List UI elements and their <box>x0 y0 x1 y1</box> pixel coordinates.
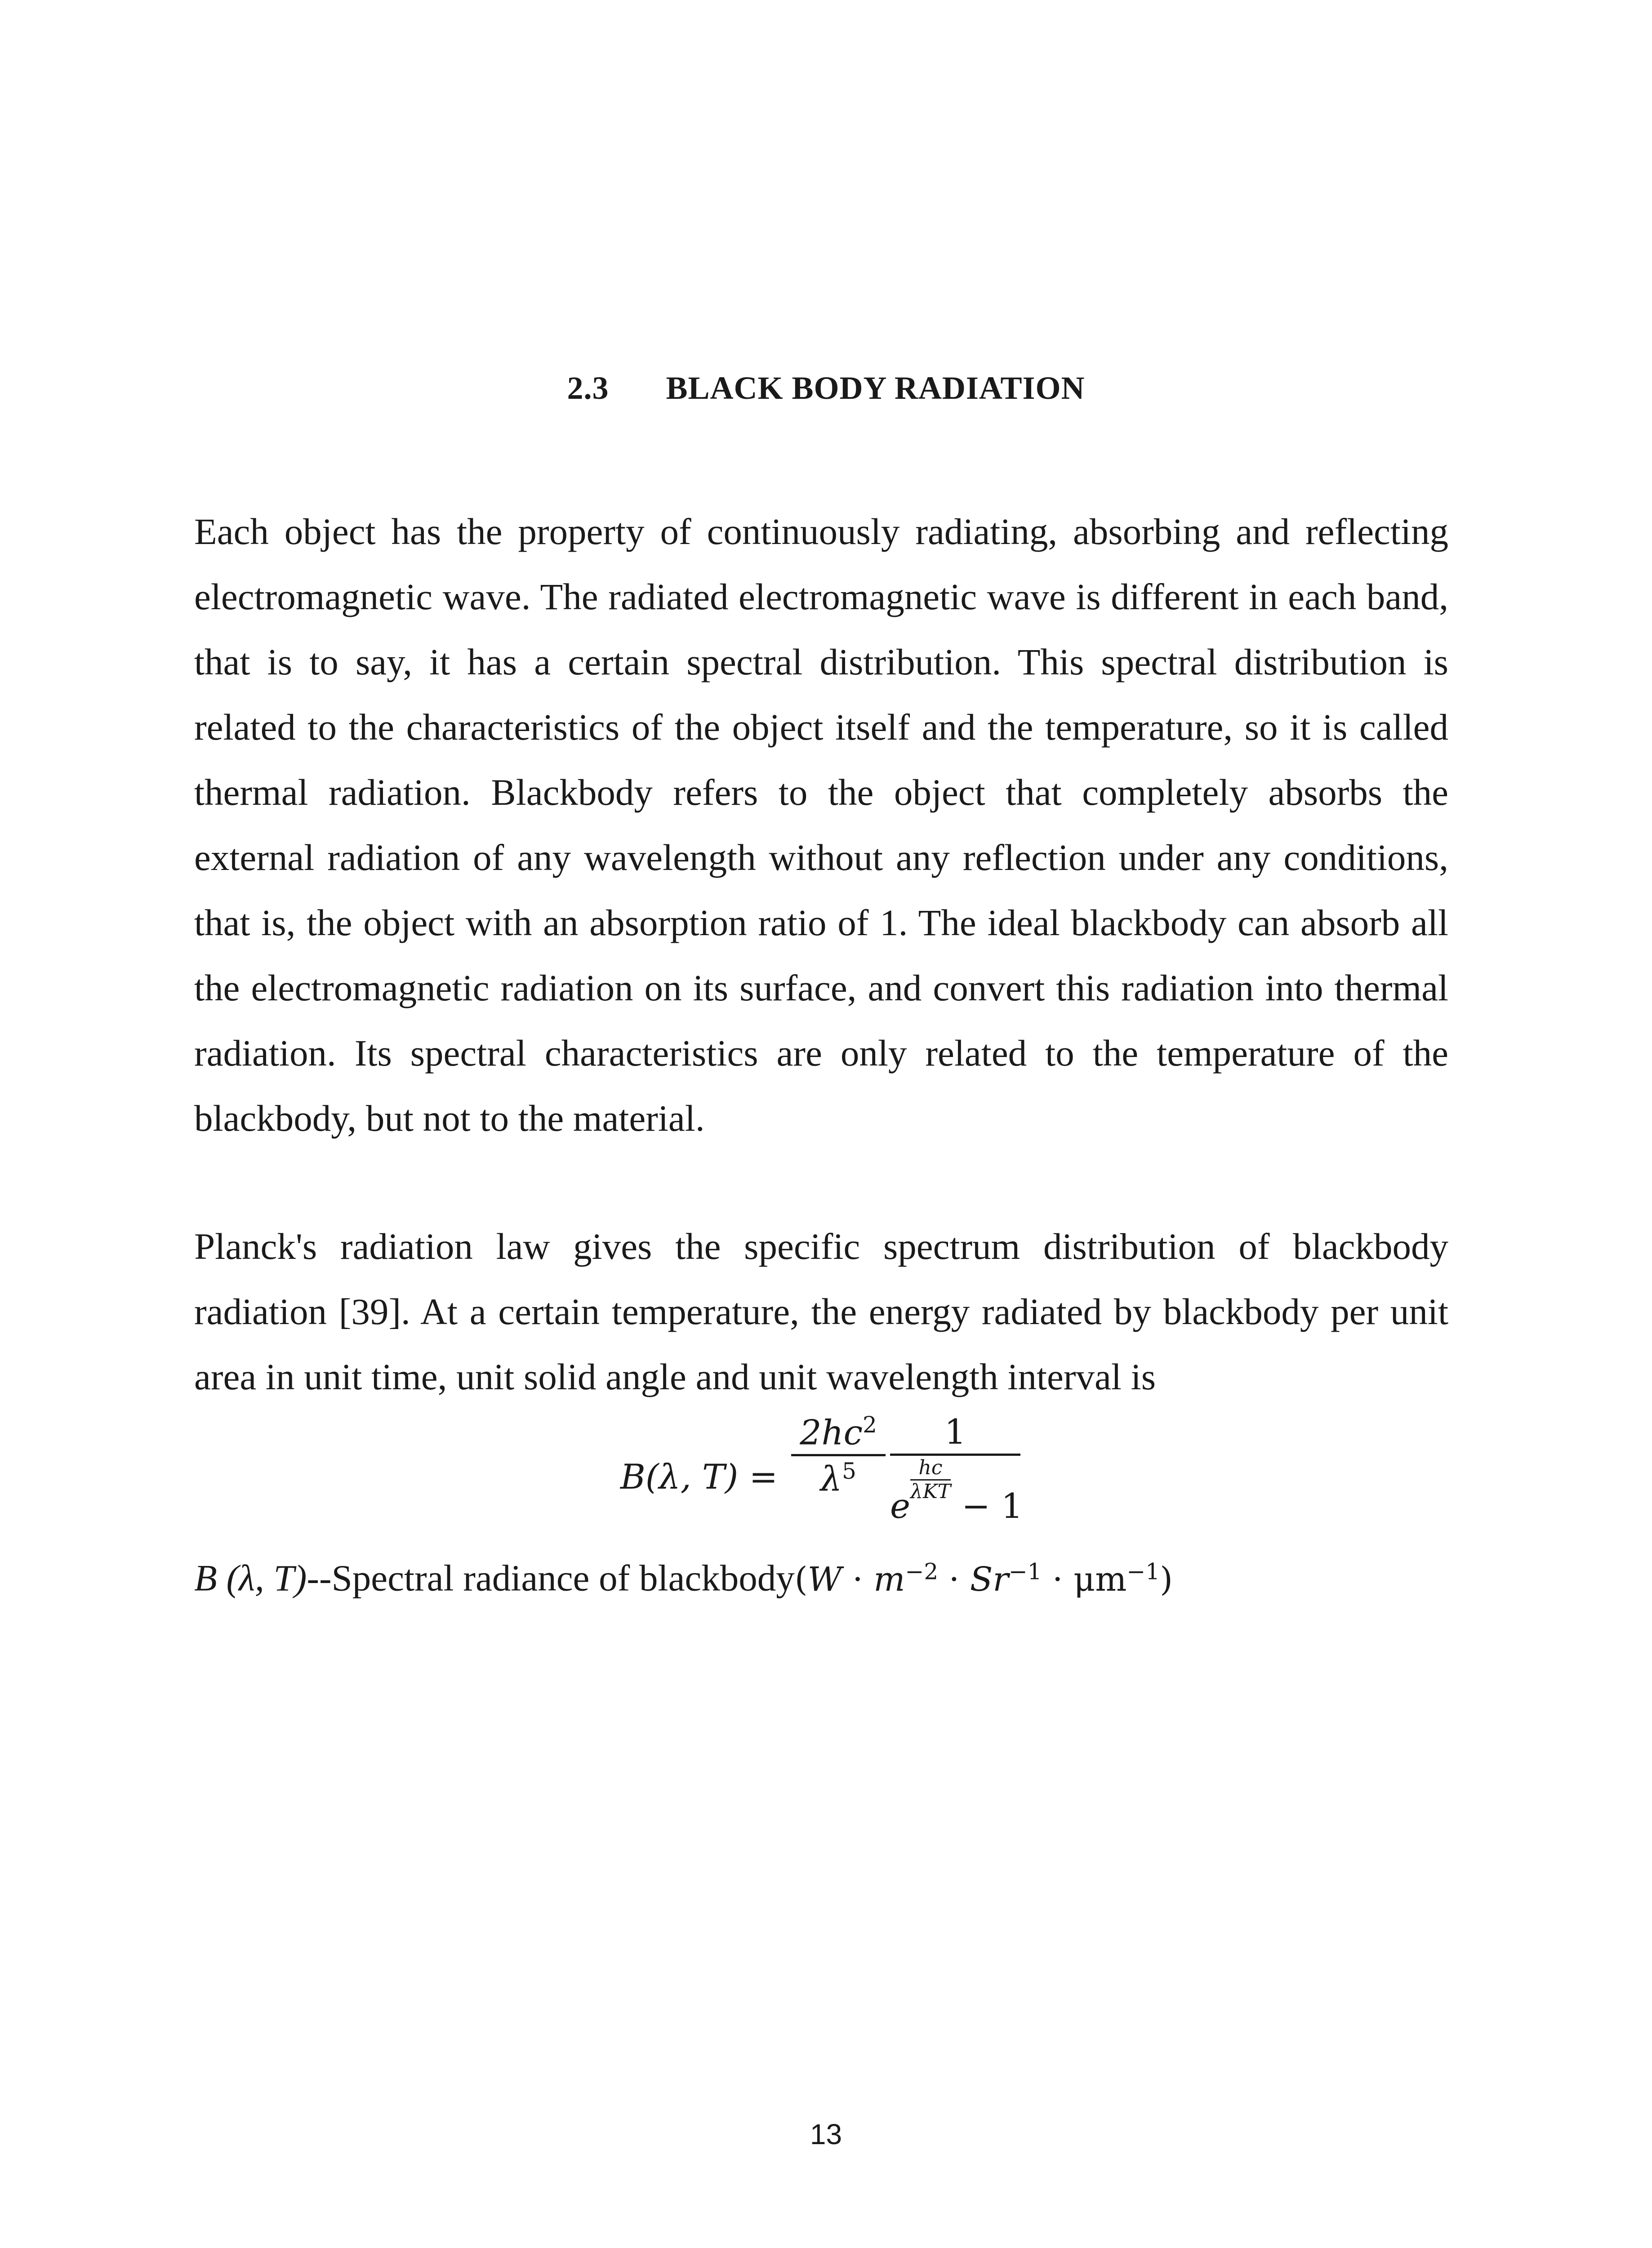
frac1-numerator-exp: 2 <box>863 1412 877 1438</box>
unit-dot: · <box>842 1560 874 1599</box>
unit-meter-exp: −2 <box>905 1558 939 1584</box>
frac2-exp-base: e <box>890 1486 910 1526</box>
paragraph-planck: Planck's radiation law gives the specific spectrum distribution of blackbody radiation [39]. At a certain temperature, the energy radiated by blackbody per unit area in unit time, unit solid angle and unit wavelength interval is <box>194 1226 1448 1397</box>
unit-paren-close: ) <box>1160 1560 1173 1599</box>
section-number: 2.3 <box>567 370 609 406</box>
paragraph-blackbody: Each object has the property of continuously radiating, absorbing and reflecting electromagnetic wave. The radiated electromagnetic wave is different in each band, that is to say, it has a certain spectral distribution. This spectral distribution is related to the characteristics of the object itself and the temperature, so it is called thermal radiation. Blackbody refers to the object that completely absorbs the external radiation of any wavelength without any reflection under any conditions, that is, the object with an absorption ratio of 1. The ideal blackbody can absorb all the electromagnetic radiation on its surface, and convert this radiation into thermal radiation. Its spectral characteristics are only related to the temperature of the blackbody, but not to the material. <box>194 511 1448 1139</box>
frac2-numerator: 1 <box>944 1412 966 1452</box>
frac1-denominator-exp: 5 <box>842 1458 856 1485</box>
definition-unit <box>795 1560 1173 1599</box>
section-title: BLACK BODY RADIATION <box>666 370 1085 406</box>
exponent-denominator: λKT <box>910 1480 951 1503</box>
unit-micrometer-exp: −1 <box>1127 1558 1160 1584</box>
equation-fraction-2 <box>890 1412 1023 1526</box>
frac2-exponent <box>910 1458 951 1502</box>
definition-text: --Spectral radiance of blackbody <box>307 1557 795 1599</box>
unit-dot: · <box>938 1560 970 1599</box>
page-number: 13 <box>810 2118 842 2150</box>
frac2-tail: − 1 <box>951 1486 1023 1526</box>
equation-fraction-1 <box>791 1412 886 1499</box>
unit-meter: m <box>873 1560 905 1599</box>
unit-paren-open: ( <box>794 1560 808 1599</box>
unit-steradian-exp: −1 <box>1008 1558 1042 1584</box>
frac1-numerator: 2hc <box>800 1412 863 1453</box>
equation-lhs: B(λ, T) = <box>620 1457 778 1497</box>
unit-dot: · <box>1042 1560 1074 1599</box>
section-heading <box>0 368 1652 408</box>
unit-steradian: Sr <box>970 1560 1009 1599</box>
definition-symbol: B (λ, T) <box>194 1557 307 1599</box>
symbol-definition <box>194 1547 1173 1604</box>
exponent-numerator: hc <box>918 1456 943 1479</box>
frac1-denominator: λ <box>820 1459 842 1499</box>
fraction-bar <box>890 1454 1020 1456</box>
unit-watt: W <box>807 1560 842 1599</box>
unit-micrometer: μm <box>1073 1560 1127 1599</box>
fraction-bar <box>791 1454 886 1456</box>
